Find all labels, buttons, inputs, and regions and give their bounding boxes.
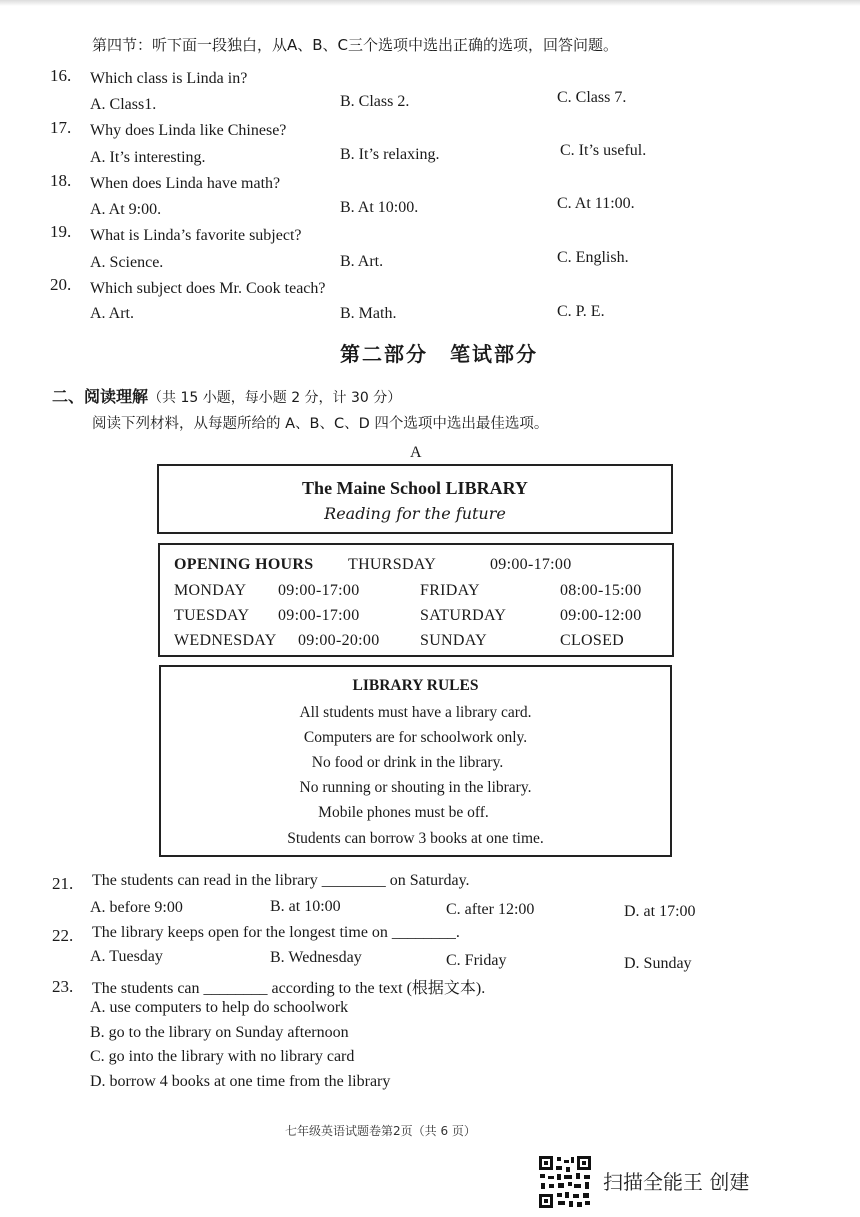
hours-day-saturday: SATURDAY — [420, 607, 507, 624]
reading-heading-number: 二、 — [52, 387, 85, 406]
library-title: The Maine School LIBRARY — [302, 478, 528, 498]
option-a: A. Science. — [90, 254, 164, 271]
option-a: A. Class1. — [90, 96, 157, 113]
question-number: 20. — [50, 275, 72, 294]
option-b: B. Art. — [340, 253, 384, 270]
opening-hours-box — [158, 543, 674, 657]
option-c: C. go into the library with no library card — [90, 1048, 355, 1065]
question-text: When does Linda have math? — [90, 175, 281, 192]
rule-item: All students must have a library card. — [299, 704, 532, 721]
option-c: C. At 11:00. — [557, 195, 635, 212]
option-c: C. English. — [557, 249, 629, 266]
rules-title: LIBRARY RULES — [352, 677, 479, 694]
option-d: D. borrow 4 books at one time from the library — [90, 1073, 391, 1090]
question-number: 16. — [50, 66, 72, 85]
part-title: 第二部分 笔试部分 — [340, 342, 538, 366]
option-b: B. go to the library on Sunday afternoon — [90, 1024, 349, 1041]
hours-time-monday: 09:00-17:00 — [278, 582, 360, 599]
hours-day-friday: FRIDAY — [420, 582, 480, 599]
question-number: 18. — [50, 171, 72, 190]
option-d: D. at 17:00 — [624, 903, 696, 920]
question-text: Why does Linda like Chinese? — [90, 122, 287, 139]
scanner-watermark-text: 扫描全能王 创建 — [603, 1170, 750, 1194]
question-text: The students can ________ according to the text (根据文本). — [92, 980, 486, 997]
question-text: The library keeps open for the longest time on ________. — [92, 924, 460, 941]
option-a: A. Art. — [90, 305, 134, 322]
library-subtitle: Reading for the future — [324, 504, 506, 523]
rule-item: Computers are for schoolwork only. — [303, 729, 528, 746]
option-b: B. Wednesday — [270, 949, 362, 966]
option-a: A. use computers to help do schoolwork — [90, 999, 349, 1016]
option-a: A. At 9:00. — [90, 201, 162, 218]
hours-time-tuesday: 09:00-17:00 — [278, 607, 360, 624]
reading-heading — [52, 384, 401, 407]
hours-time-saturday: 09:00-12:00 — [560, 607, 642, 624]
option-b: B. Math. — [340, 305, 397, 322]
opening-hours-label: OPENING HOURS — [174, 556, 314, 573]
option-a: A. Tuesday — [90, 948, 163, 965]
hours-day-monday: MONDAY — [174, 582, 247, 599]
rule-item: No food or drink in the library. — [311, 754, 504, 771]
option-d: D. Sunday — [624, 955, 692, 972]
hours-day-sunday: SUNDAY — [420, 632, 488, 649]
option-c: C. Friday — [446, 952, 507, 969]
question-number: 19. — [50, 222, 72, 241]
reading-heading-title: 阅读理解 — [84, 387, 149, 406]
option-c: C. P. E. — [557, 303, 605, 320]
question-text: What is Linda’s favorite subject? — [90, 227, 302, 244]
question-number: 17. — [50, 118, 72, 137]
hours-day-tuesday: TUESDAY — [174, 607, 250, 624]
hours-time-wednesday: 09:00-20:00 — [298, 632, 380, 649]
question-text: The students can read in the library ________ on Saturday. — [92, 872, 470, 889]
option-c: C. after 12:00 — [446, 901, 535, 918]
rule-item: Mobile phones must be off. — [318, 804, 489, 821]
question-text: Which subject does Mr. Cook teach? — [90, 280, 326, 297]
question-number: 22. — [52, 926, 74, 945]
library-rules-box — [159, 665, 672, 857]
option-b: B. It’s relaxing. — [340, 146, 440, 163]
option-c: C. Class 7. — [557, 89, 627, 106]
reading-heading-detail: （共 15 小题，每小题 2 分，计 30 分） — [148, 390, 402, 406]
qr-code-icon — [537, 1154, 593, 1210]
listening-instruction: 第四节：听下面一段独白，从A、B、C三个选项中选出正确的选项，回答问题。 — [92, 36, 619, 54]
reading-instruction: 阅读下列材料，从每题所给的 A、B、C、D 四个选项中选出最佳选项。 — [92, 416, 549, 432]
option-a: A. It’s interesting. — [90, 149, 206, 166]
hours-time-friday: 08:00-15:00 — [560, 582, 642, 599]
rule-item: No running or shouting in the library. — [299, 779, 532, 796]
page-edge — [0, 0, 860, 6]
hours-time-thursday: 09:00-17:00 — [490, 556, 572, 573]
option-c: C. It’s useful. — [560, 142, 647, 159]
hours-day-wednesday: WEDNESDAY — [174, 632, 277, 649]
hours-day-thursday: THURSDAY — [348, 556, 437, 573]
option-a: A. before 9:00 — [90, 899, 183, 916]
option-b: B. At 10:00. — [340, 199, 419, 216]
library-title-box — [157, 464, 673, 534]
option-b: B. at 10:00 — [270, 898, 341, 915]
hours-time-sunday: CLOSED — [560, 632, 625, 649]
passage-label: A — [410, 444, 422, 461]
question-number: 21. — [52, 874, 74, 893]
question-number: 23. — [52, 977, 74, 996]
question-text: Which class is Linda in? — [90, 70, 248, 87]
page-footer: 七年级英语试题卷第2页（共 6 页） — [285, 1124, 476, 1138]
rule-item: Students can borrow 3 books at one time. — [287, 830, 544, 847]
option-b: B. Class 2. — [340, 93, 410, 110]
